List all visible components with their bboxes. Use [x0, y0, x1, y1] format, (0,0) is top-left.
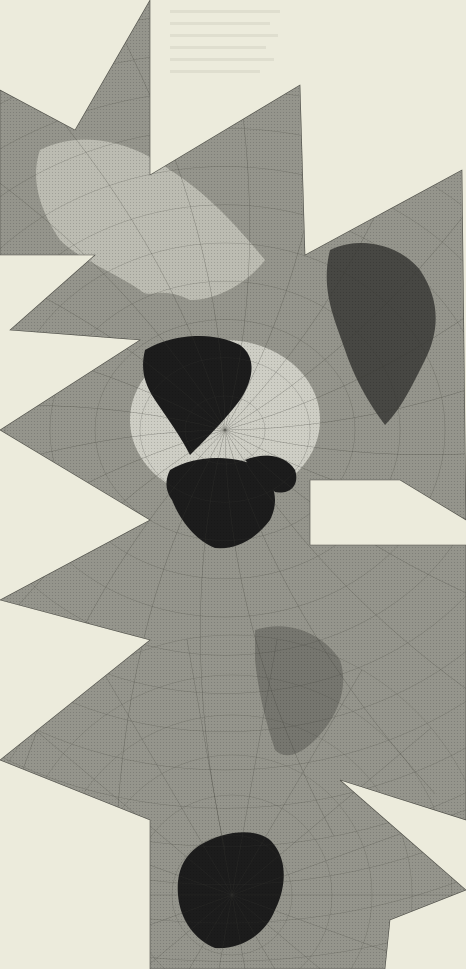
- paper-bleed: [170, 10, 280, 73]
